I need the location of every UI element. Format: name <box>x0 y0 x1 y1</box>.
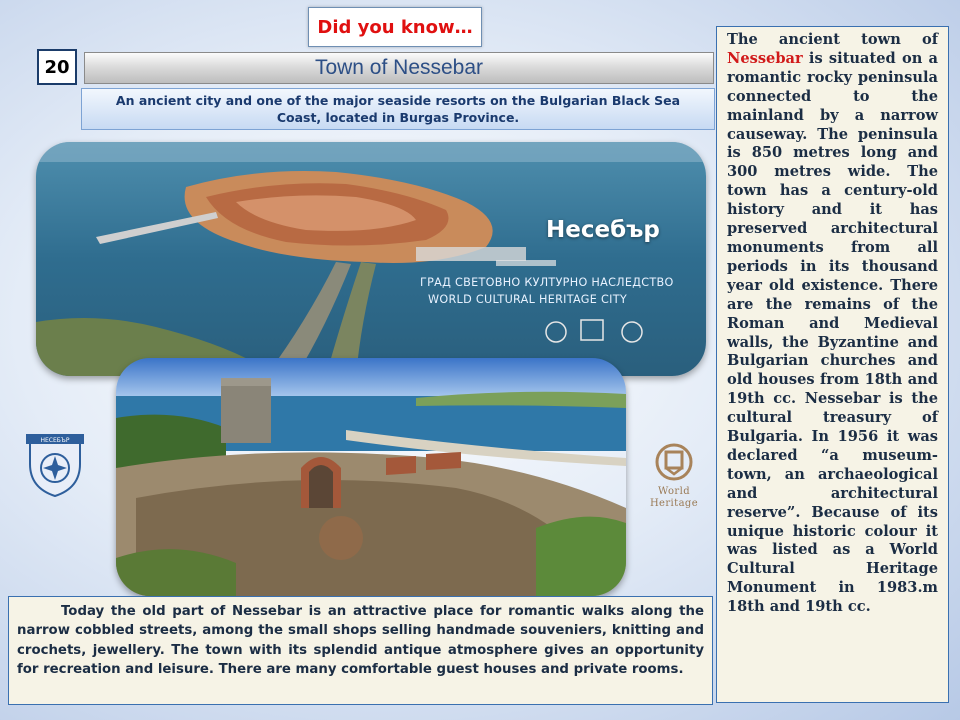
description-highlight: Nessebar <box>727 49 803 67</box>
page-title: Town of Nessebar <box>84 52 714 84</box>
whc-line1: World <box>658 486 690 497</box>
description-body: is situated on a romantic rocky peninsula connected to the mainland by a narrow causeway. The peninsula is 850 metres long and 300 metres wide. The town has a century-old history and it has preserved architectural monuments from all periods in its thousand year old existence. There are the remains of the Roman and Medieval walls, the Byzantine and Bulgarian churches and old houses from 18th and 19th cc. Nessebar is the cultural treasury of Bulgaria. In 1956 it was declared “a museum-town, an archaeological and architectural reserve”. Because of its unique historic colour it was listed as a World Cultural Heritage Monument in 1983.m 18th and 19th cc. <box>727 49 938 616</box>
whc-line2: Heritage <box>649 498 699 509</box>
description-intro: The ancient town of <box>727 31 938 48</box>
world-heritage-icon <box>654 442 694 482</box>
leisure-text-panel: Today the old part of Nessebar is an attractive place for romantic walks along the narrow cobbled streets, among the small shops selling handmade souveniers, knitting and crochets, jewellery. The town with its splendid antique atmosphere gives an opportunity for recreation and leisure. There are many comfortable guest houses and private rooms. <box>8 596 713 705</box>
heritage-text-en: WORLD CULTURAL HERITAGE CITY <box>428 293 627 306</box>
heritage-text-bg: ГРАД СВЕТОВНО КУЛТУРНО НАСЛЕДСТВО <box>420 276 674 289</box>
aerial-photo-art <box>36 142 706 376</box>
subtitle: An ancient city and one of the major seaside resorts on the Bulgarian Black Sea Coast, located in Burgas Province. <box>81 88 715 130</box>
description-panel <box>716 26 949 703</box>
coat-of-arms-icon <box>22 430 88 500</box>
did-you-know-label: Did you know… <box>308 7 482 47</box>
world-heritage-logo <box>641 442 707 522</box>
ruins-photo <box>116 358 626 596</box>
aerial-photo <box>36 142 706 376</box>
emblem-label: НЕСЕБЪР <box>40 437 70 444</box>
ruins-photo-art <box>116 358 626 596</box>
city-name-overlay: Несебър <box>546 217 660 243</box>
slide-number: 20 <box>37 49 77 85</box>
